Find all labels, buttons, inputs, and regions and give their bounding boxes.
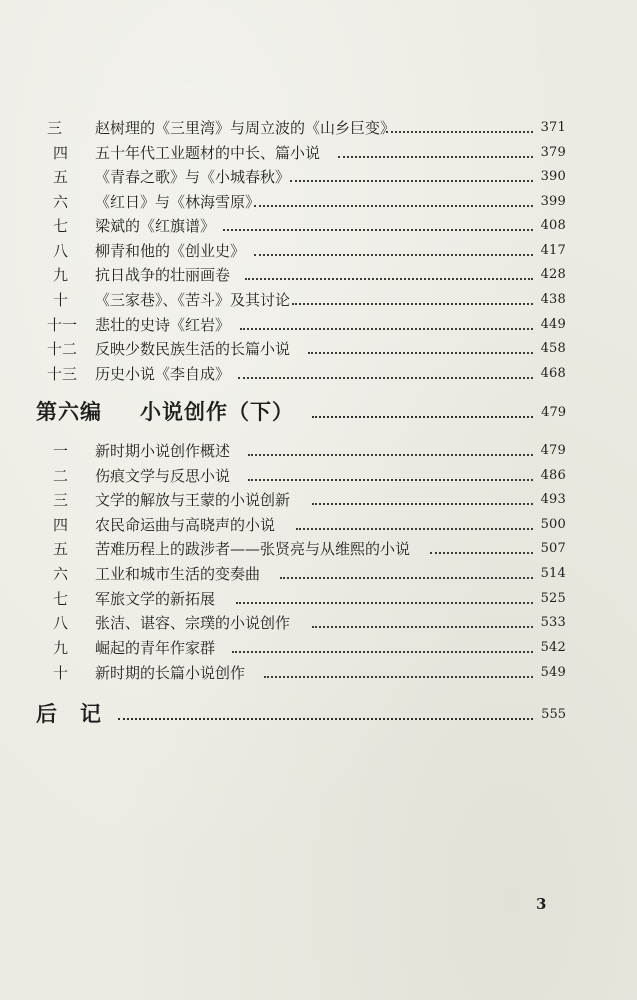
toc-entry-title: 苦难历程上的跋涉者——张贤亮与从维熙的小说 bbox=[95, 540, 411, 558]
toc-entry-number: 七 bbox=[53, 590, 69, 608]
toc-entry-number: 十 bbox=[53, 291, 69, 309]
afterword-page: 555 bbox=[541, 707, 566, 722]
part-heading bbox=[0, 395, 637, 429]
toc-entry-title: 张洁、谌容、宗璞的小说创作 bbox=[95, 614, 291, 632]
toc-entry-number: 二 bbox=[53, 467, 69, 485]
toc-entry-title: 文学的解放与王蒙的小说创新 bbox=[95, 491, 291, 509]
dot-leader bbox=[264, 676, 533, 678]
toc-entry-page: 507 bbox=[540, 541, 566, 556]
toc-entry bbox=[0, 587, 637, 611]
toc-entry-page: 449 bbox=[540, 317, 566, 332]
toc-entry bbox=[0, 611, 637, 635]
toc-entry bbox=[0, 562, 637, 586]
dot-leader bbox=[296, 528, 533, 530]
toc-entry-page: 417 bbox=[540, 243, 566, 258]
dot-leader bbox=[245, 278, 533, 280]
toc-entry bbox=[0, 439, 637, 463]
dot-leader bbox=[308, 352, 533, 354]
toc-entry-page: 399 bbox=[540, 194, 566, 209]
toc-entry-number: 三 bbox=[47, 119, 63, 137]
toc-entry-page: 533 bbox=[540, 615, 566, 630]
dot-leader bbox=[338, 156, 533, 158]
toc-entry-title: 反映少数民族生活的长篇小说 bbox=[95, 340, 291, 358]
dot-leader bbox=[236, 602, 533, 604]
toc-entry-title: 悲壮的史诗《红岩》 bbox=[95, 316, 231, 334]
toc-entry-number: 八 bbox=[53, 242, 69, 260]
dot-leader bbox=[223, 229, 533, 231]
afterword-label: 后 记 bbox=[36, 701, 102, 726]
toc-entry-title: 历史小说《李自成》 bbox=[95, 365, 231, 383]
toc-entry bbox=[0, 165, 637, 189]
toc-entry-page: 428 bbox=[540, 267, 566, 282]
dot-leader bbox=[280, 577, 533, 579]
toc-entry-page: 479 bbox=[540, 443, 566, 458]
toc-entry-number: 十 bbox=[53, 664, 69, 682]
toc-entry bbox=[0, 313, 637, 337]
toc-entry-page: 371 bbox=[540, 120, 566, 135]
toc-entry bbox=[0, 488, 637, 512]
toc-entry bbox=[0, 636, 637, 660]
toc-entry-title: 崛起的青年作家群 bbox=[95, 639, 216, 657]
toc-entry-title: 抗日战争的壮丽画卷 bbox=[95, 266, 231, 284]
toc-entry-page: 514 bbox=[540, 566, 566, 581]
toc-entry-title: 新时期的长篇小说创作 bbox=[95, 664, 246, 682]
toc-entry bbox=[0, 513, 637, 537]
dot-leader bbox=[386, 131, 533, 133]
dot-leader bbox=[312, 416, 533, 418]
dot-leader bbox=[240, 328, 533, 330]
toc-entry-page: 438 bbox=[540, 292, 566, 307]
toc-entry-number: 三 bbox=[53, 491, 69, 509]
toc-entry-number: 十二 bbox=[47, 340, 78, 358]
toc-entry-page: 458 bbox=[540, 341, 566, 356]
dot-leader bbox=[312, 626, 533, 628]
toc-entry-title: 军旅文学的新拓展 bbox=[95, 590, 216, 608]
toc-entry-title: 梁斌的《红旗谱》 bbox=[95, 217, 216, 235]
toc-entry bbox=[0, 116, 637, 140]
toc-entry-title: 柳青和他的《创业史》 bbox=[95, 242, 246, 260]
toc-entry bbox=[0, 190, 637, 214]
toc-entry-page: 390 bbox=[540, 169, 566, 184]
toc-entry bbox=[0, 661, 637, 685]
toc-entry-number: 十三 bbox=[47, 365, 78, 383]
toc-entry-page: 493 bbox=[540, 492, 566, 507]
toc-entry bbox=[0, 288, 637, 312]
toc-entry-page: 468 bbox=[540, 366, 566, 381]
part-label: 第六编 bbox=[36, 399, 102, 424]
part-title: 小说创作（下） bbox=[140, 399, 294, 424]
toc-entry-title: 伤痕文学与反思小说 bbox=[95, 467, 231, 485]
toc-entry-number: 六 bbox=[53, 565, 69, 583]
toc-entry-page: 525 bbox=[540, 591, 566, 606]
toc-entry-number: 七 bbox=[53, 217, 69, 235]
toc-entry bbox=[0, 337, 637, 361]
toc-entry-title: 《红日》与《林海雪原》 bbox=[95, 193, 261, 211]
toc-entry-number: 九 bbox=[53, 266, 69, 284]
toc-entry-title: 《青春之歌》与《小城春秋》 bbox=[95, 168, 291, 186]
dot-leader bbox=[248, 479, 533, 481]
toc-entry-number: 六 bbox=[53, 193, 69, 211]
toc-entry-number: 九 bbox=[53, 639, 69, 657]
toc-entry bbox=[0, 537, 637, 561]
dot-leader bbox=[430, 552, 533, 554]
dot-leader bbox=[254, 205, 533, 207]
toc-entry-number: 八 bbox=[53, 614, 69, 632]
toc-entry-title: 五十年代工业题材的中长、篇小说 bbox=[95, 144, 321, 162]
toc-entry-page: 379 bbox=[540, 145, 566, 160]
dot-leader bbox=[290, 180, 533, 182]
toc-entry-page: 486 bbox=[540, 468, 566, 483]
dot-leader bbox=[292, 303, 533, 305]
toc-entry bbox=[0, 214, 637, 238]
toc-entry bbox=[0, 362, 637, 386]
toc-entry-number: 四 bbox=[53, 144, 69, 162]
toc-entry bbox=[0, 464, 637, 488]
toc-entry bbox=[0, 239, 637, 263]
dot-leader bbox=[118, 718, 533, 720]
dot-leader bbox=[238, 377, 533, 379]
toc-entry-page: 549 bbox=[540, 665, 566, 680]
toc-entry-title: 新时期小说创作概述 bbox=[95, 442, 231, 460]
toc-entry-number: 一 bbox=[53, 442, 69, 460]
toc-entry-number: 十一 bbox=[47, 316, 78, 334]
dot-leader bbox=[232, 651, 533, 653]
toc-entry-number: 四 bbox=[53, 516, 69, 534]
dot-leader bbox=[254, 254, 533, 256]
toc-entry-title: 《三家巷》、《苦斗》及其讨论 bbox=[95, 291, 291, 309]
toc-entry bbox=[0, 141, 637, 165]
page-number: 3 bbox=[536, 895, 547, 913]
dot-leader bbox=[312, 503, 533, 505]
afterword-heading bbox=[0, 697, 637, 731]
toc-entry-page: 408 bbox=[540, 218, 566, 233]
toc-entry-title: 农民命运曲与高晓声的小说 bbox=[95, 516, 276, 534]
toc-entry-number: 五 bbox=[53, 540, 69, 558]
toc-entry bbox=[0, 263, 637, 287]
part-page: 479 bbox=[541, 405, 566, 420]
toc-entry-page: 500 bbox=[540, 517, 566, 532]
toc-entry-title: 赵树理的《三里湾》与周立波的《山乡巨变》 bbox=[95, 119, 396, 137]
toc-entry-number: 五 bbox=[53, 168, 69, 186]
toc-entry-title: 工业和城市生活的变奏曲 bbox=[95, 565, 261, 583]
dot-leader bbox=[248, 454, 533, 456]
toc-entry-page: 542 bbox=[540, 640, 566, 655]
